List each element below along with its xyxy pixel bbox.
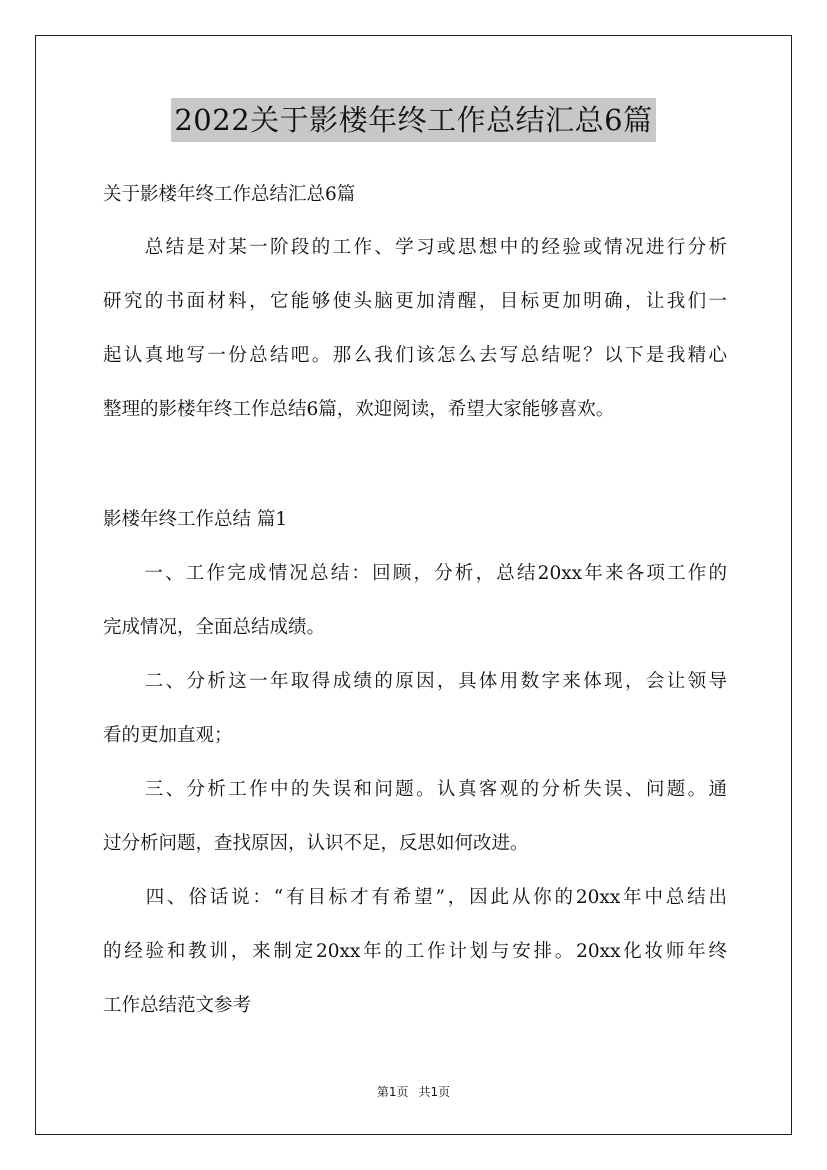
subtitle: 关于影楼年终工作总结汇总6篇 (103, 184, 356, 205)
page-footer (0, 1083, 827, 1100)
page-total: 共1页 (418, 1085, 451, 1099)
title-wrapper (0, 98, 827, 142)
body-line-2: 完成情况，全面总结成绩。 (103, 617, 326, 638)
document-title: 2022关于影楼年终工作总结汇总6篇 (171, 98, 655, 142)
body-line-4: 看的更加直观； (103, 725, 233, 746)
intro-line-1: 总结是对某一阶段的工作、学习或思想中的经验或情况进行分析 (103, 237, 727, 258)
body-line-7: 四、俗话说：“有目标才有希望”，因此从你的20xx年中总结出 (103, 887, 727, 908)
intro-line-3: 起认真地写一份总结吧。那么我们该怎么去写总结呢？以下是我精心 (103, 345, 727, 366)
body-line-8: 的经验和教训，来制定20xx年的工作计划与安排。20xx化妆师年终 (103, 941, 727, 962)
body-line-6: 过分析问题，查找原因，认识不足，反思如何改进。 (103, 833, 529, 854)
body-line-1: 一、工作完成情况总结：回顾，分析，总结20xx年来各项工作的 (103, 563, 727, 584)
page-number: 第1页 (376, 1085, 409, 1099)
section-heading: 影楼年终工作总结 篇1 (103, 509, 288, 530)
intro-line-4: 整理的影楼年终工作总结6篇，欢迎阅读，希望大家能够喜欢。 (103, 399, 615, 420)
body-line-3: 二、分析这一年取得成绩的原因，具体用数字来体现，会让领导 (103, 671, 727, 692)
intro-line-2: 研究的书面材料，它能够使头脑更加清醒，目标更加明确，让我们一 (103, 291, 727, 312)
body-line-9: 工作总结范文参考 (103, 995, 252, 1016)
body-line-5: 三、分析工作中的失误和问题。认真客观的分析失误、问题。通 (103, 779, 727, 800)
